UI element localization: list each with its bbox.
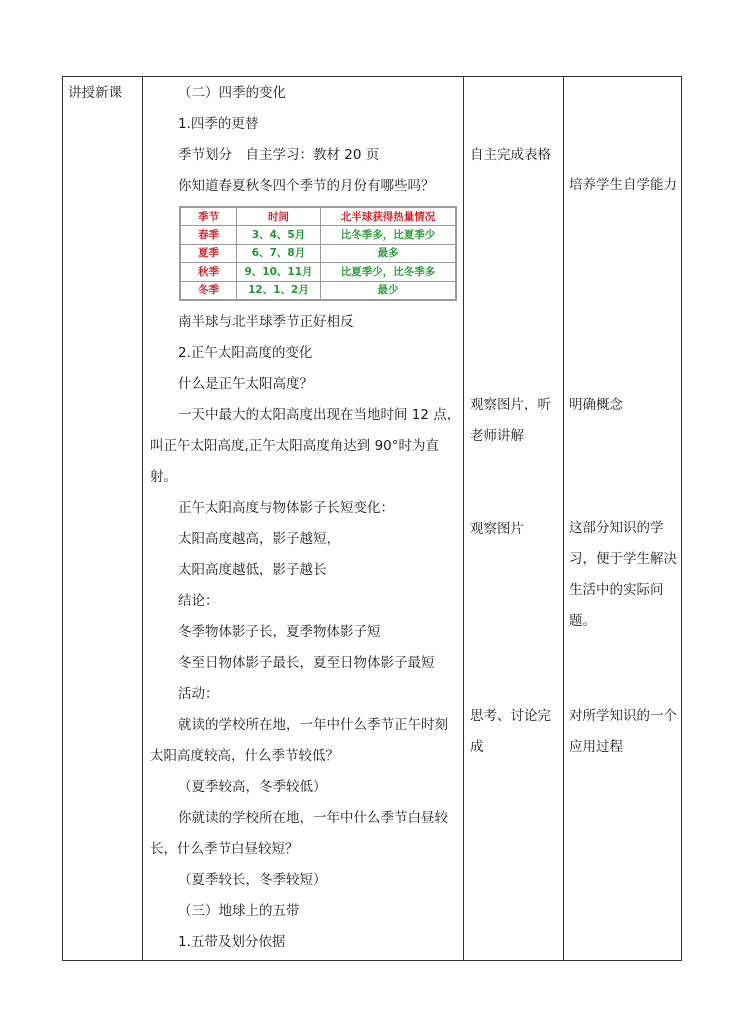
shadow-title: 正午太阳高度与物体影子长短变化：: [178, 500, 394, 516]
student-activity-1: 自主完成表格: [470, 147, 551, 163]
season-months: 12、1、2月: [237, 281, 321, 299]
student-activity-2: 观察图片，听老师讲解: [470, 397, 551, 444]
season-name: 秋季: [181, 263, 237, 281]
student-activity-4: 思考、讨论完成: [470, 708, 551, 755]
design-intent-2: 明确概念: [569, 397, 623, 413]
table-left-border: [62, 76, 63, 961]
activity-question-2-line-1: 你就读的学校所在地，一年中什么季节白昼较: [178, 810, 448, 826]
season-name: 春季: [181, 226, 237, 244]
column-divider-2: [463, 76, 464, 961]
season-heat: 比夏季少，比冬季多: [321, 263, 456, 281]
southern-hemisphere-note: 南半球与北半球季节正好相反: [178, 314, 354, 330]
shadow-rule-1: 太阳高度越高，影子越短，: [178, 531, 340, 547]
table-bottom-border: [62, 960, 682, 961]
season-heat: 最少: [321, 281, 456, 299]
season-name: 夏季: [181, 244, 237, 262]
definition-line-3: 射。: [150, 469, 177, 485]
season-months: 6、7、8月: [237, 244, 321, 262]
table-row: [181, 244, 456, 262]
student-activity-3: 观察图片: [470, 521, 524, 537]
conclusion-label: 结论：: [178, 593, 219, 609]
season-name: 冬季: [181, 281, 237, 299]
table-row: [181, 281, 456, 299]
definition-line-1: 一天中最大的太阳高度出现在当地时间 12 点，: [178, 407, 461, 423]
question-months: 你知道春夏秋冬四个季节的月份有哪些吗？: [178, 178, 435, 194]
table-row: [181, 263, 456, 281]
activity-question-2-line-2: 长，什么季节白昼较短？: [150, 841, 299, 857]
item-3-heading: 1.五带及划分依据: [178, 934, 286, 950]
table-top-border: [62, 76, 682, 77]
row-label: 讲授新课: [68, 85, 122, 101]
season-table-header: 北半球获得热量情况: [321, 208, 456, 226]
design-intent-3: 这部分知识的学习，便于学生解决生活中的实际问题。: [569, 520, 677, 629]
noon-question: 什么是正午太阳高度？: [178, 376, 313, 392]
season-table: [179, 206, 457, 301]
table-right-border: [681, 76, 682, 961]
season-heat: 比冬季多，比夏季少: [321, 226, 456, 244]
section-three-heading: （三）地球上的五带: [178, 903, 300, 919]
season-table-header-row: [181, 208, 456, 226]
section-two-heading: （二）四季的变化: [178, 85, 286, 101]
shadow-rule-2: 太阳高度越低，影子越长: [178, 562, 327, 578]
season-heat: 最多: [321, 244, 456, 262]
design-intent-4: 对所学知识的一个应用过程: [569, 708, 677, 755]
activity-question-1-line-2: 太阳高度较高，什么季节较低？: [150, 748, 339, 764]
season-table-header: 时间: [237, 208, 321, 226]
activity-answer-2: （夏季较长，冬季较短）: [178, 872, 327, 888]
definition-line-2: 叫正午太阳高度,正午太阳高度角达到 90°时为直: [150, 438, 440, 454]
item-2-heading: 2.正午太阳高度的变化: [178, 345, 313, 361]
season-table-header: 季节: [181, 208, 237, 226]
activity-label: 活动：: [178, 686, 219, 702]
item-1-heading: 1.四季的更替: [178, 116, 259, 132]
column-divider-1: [142, 76, 143, 961]
activity-question-1-line-1: 就读的学校所在地，一年中什么季节正午时刻: [178, 717, 448, 733]
conclusion-2: 冬至日物体影子最长，夏至日物体影子最短: [178, 655, 435, 671]
season-intro: 季节划分 自主学习：教材 20 页: [178, 147, 380, 163]
season-months: 3、4、5月: [237, 226, 321, 244]
season-months: 9、10、11月: [237, 263, 321, 281]
table-row: [181, 226, 456, 244]
design-intent-1: 培养学生自学能力: [569, 177, 677, 193]
column-divider-3: [563, 76, 564, 961]
activity-answer-1: （夏季较高，冬季较低）: [178, 779, 327, 795]
conclusion-1: 冬季物体影子长，夏季物体影子短: [178, 624, 381, 640]
